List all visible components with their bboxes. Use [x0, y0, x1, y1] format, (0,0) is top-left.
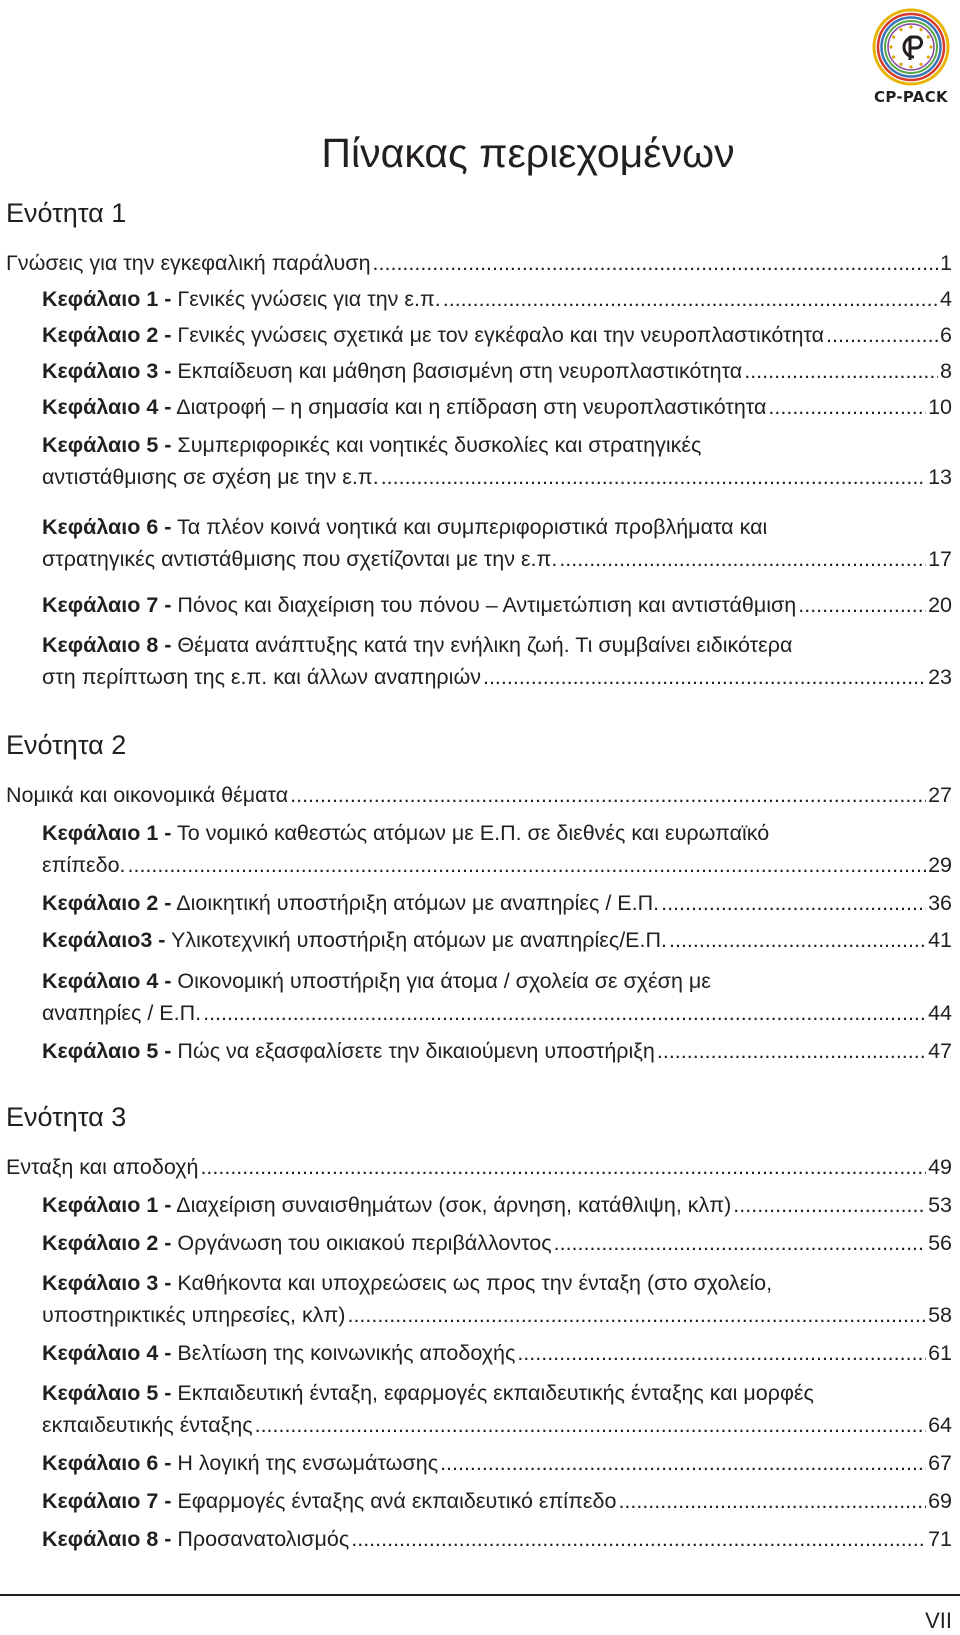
toc-entry-text: Γνώσεις για την εγκεφαλική παράλυση: [6, 251, 371, 275]
chapter-title-continuation: στρατηγικές αντιστάθμισης που σχετίζονται με την ε.π.: [42, 547, 558, 571]
toc-chapter-entry[interactable]: [42, 590, 952, 621]
dot-leader: [618, 1486, 926, 1517]
chapter-title: Η λογική της ενσωμάτωσης: [177, 1451, 439, 1475]
toc-chapter-entry-first-line[interactable]: [42, 512, 952, 543]
toc-page-number: 49: [928, 1155, 952, 1179]
dot-leader: [347, 1300, 926, 1331]
toc-entry-text: Νομικά και οικονομικά θέματα: [6, 783, 289, 807]
toc-chapter-entry-continuation[interactable]: [42, 544, 952, 575]
dot-leader: [381, 462, 926, 493]
chapter-label: Κεφάλαιο 1 -: [42, 1193, 172, 1217]
toc-chapter-entry-first-line[interactable]: [42, 1268, 952, 1299]
chapter-title: Συμπεριφορικές και νοητικές δυσκολίες και στρατηγικές: [177, 433, 702, 457]
dot-leader: [661, 888, 926, 919]
toc-chapter-entry-first-line[interactable]: [42, 966, 952, 997]
dot-leader: [440, 1448, 926, 1479]
toc-chapter-entry-continuation[interactable]: [42, 462, 952, 493]
toc-chapter-entry[interactable]: [42, 888, 952, 919]
chapter-title: Καθήκοντα και υποχρεώσεις ως προς την ένταξη (στο σχολείο,: [177, 1271, 773, 1295]
toc-entry[interactable]: [6, 780, 952, 811]
toc-chapter-entry-continuation[interactable]: [42, 662, 952, 693]
cp-pack-logo: [870, 6, 952, 106]
chapter-label: Κεφάλαιο 2 -: [42, 891, 172, 915]
dot-leader: [203, 998, 926, 1029]
chapter-label: Κεφάλαιο 2 -: [42, 1231, 172, 1255]
dot-leader: [669, 925, 926, 956]
toc-chapter-entry-first-line[interactable]: [42, 430, 952, 461]
chapter-label: Κεφάλαιο 7 -: [42, 593, 172, 617]
chapter-title-continuation: εκπαιδευτικής ένταξης: [42, 1413, 253, 1437]
dot-leader: [554, 1228, 926, 1259]
toc-page-number: 44: [928, 1001, 952, 1025]
toc-chapter-entry[interactable]: [42, 1524, 952, 1555]
dot-leader: [290, 780, 926, 811]
chapter-title: Οικονομική υποστήριξη για άτομα / σχολεία σε σχέση με: [177, 969, 711, 993]
chapter-title: Οργάνωση του οικιακού περιβάλλοντος: [177, 1231, 552, 1255]
toc-entry[interactable]: [6, 248, 952, 279]
chapter-label: Κεφάλαιο 5 -: [42, 1381, 172, 1405]
toc-page-number: 29: [928, 853, 952, 877]
toc-page-number: 71: [928, 1527, 952, 1551]
toc-chapter-entry[interactable]: [42, 1228, 952, 1259]
dot-leader: [768, 392, 926, 423]
chapter-title: Εκπαιδευτική ένταξη, εφαρμογές εκπαιδευτικής ένταξης και μορφές: [177, 1381, 814, 1405]
dot-leader: [744, 356, 938, 387]
toc-chapter-entry[interactable]: [42, 1486, 952, 1517]
toc-page-number: 47: [928, 1039, 952, 1063]
dot-leader: [798, 590, 926, 621]
toc-chapter-entry[interactable]: [42, 284, 952, 315]
toc-chapter-entry-continuation[interactable]: [42, 1410, 952, 1441]
dot-leader: [559, 544, 926, 575]
chapter-label: Κεφάλαιο 1 -: [42, 821, 172, 845]
chapter-title: Γενικές γνώσεις σχετικά με τον εγκέφαλο και την νευροπλαστικότητα: [177, 323, 825, 347]
toc-page-number: 8: [940, 359, 952, 383]
toc-page-number: 10: [928, 395, 952, 419]
chapter-title-continuation: στη περίπτωση της ε.π. και άλλων αναπηριών: [42, 665, 481, 689]
dot-leader: [826, 320, 938, 351]
toc-chapter-entry[interactable]: [42, 320, 952, 351]
chapter-label: Κεφάλαιο 1 -: [42, 287, 172, 311]
chapter-title-continuation: αναπηρίες / Ε.Π.: [42, 1001, 202, 1025]
dot-leader: [128, 850, 927, 881]
chapter-label: Κεφάλαιο 3 -: [42, 1271, 172, 1295]
toc-chapter-entry[interactable]: [42, 1036, 952, 1067]
chapter-label: Κεφάλαιο 5 -: [42, 433, 172, 457]
chapter-title-continuation: επίπεδο.: [42, 853, 126, 877]
toc-page-number: 4: [940, 287, 952, 311]
chapter-label: Κεφάλαιο 4 -: [42, 969, 172, 993]
page-title: [0, 130, 960, 177]
chapter-title: Προσανατολισμός: [177, 1527, 350, 1551]
chapter-title-continuation: υποστηρικτικές υπηρεσίες, κλπ): [42, 1303, 346, 1327]
chapter-label: Κεφάλαιο 2 -: [42, 323, 172, 347]
toc-page-number: 69: [928, 1489, 952, 1513]
chapter-title: Εφαρμογές ένταξης ανά εκπαιδευτικό επίπεδο: [177, 1489, 617, 1513]
toc-page-number: 56: [928, 1231, 952, 1255]
dot-leader: [657, 1036, 926, 1067]
dot-leader: [517, 1338, 926, 1369]
chapter-title-continuation: αντιστάθμισης σε σχέση με την ε.π.: [42, 465, 379, 489]
chapter-label: Κεφάλαιο 5 -: [42, 1039, 172, 1063]
chapter-label: Κεφάλαιο 8 -: [42, 1527, 172, 1551]
chapter-label: Κεφάλαιο 6 -: [42, 1451, 172, 1475]
chapter-title: Διατροφή – η σημασία και η επίδραση στη νευροπλαστικότητα: [176, 395, 767, 419]
dot-leader: [351, 1524, 926, 1555]
toc-chapter-entry-continuation[interactable]: [42, 850, 952, 881]
dot-leader: [373, 248, 938, 279]
section-heading-2: Ενότητα 2: [6, 730, 127, 760]
toc-page-number: 58: [928, 1303, 952, 1327]
section-heading-3: Ενότητα 3: [6, 1102, 127, 1132]
dot-leader: [200, 1152, 926, 1183]
toc-chapter-entry-first-line[interactable]: [42, 818, 952, 849]
chapter-title: Τα πλέον κοινά νοητικά και συμπεριφοριστικά προβλήματα και: [177, 515, 768, 539]
footer-divider: [0, 1594, 960, 1596]
toc-chapter-entry-first-line[interactable]: [42, 630, 952, 661]
chapter-title: Πόνος και διαχείριση του πόνου – Αντιμετώπιση και αντιστάθμιση: [177, 593, 797, 617]
toc-chapter-entry[interactable]: [42, 1190, 952, 1221]
toc-chapter-entry[interactable]: [42, 925, 952, 956]
toc-chapter-entry[interactable]: [42, 392, 952, 423]
toc-chapter-entry-first-line[interactable]: [42, 1378, 952, 1409]
page-title-text: Πίνακας περιεχομένων: [321, 130, 735, 176]
chapter-title: Υλικοτεχνική υποστήριξη ατόμων με αναπηρίες/Ε.Π.: [171, 928, 668, 952]
page-number: VII: [925, 1608, 952, 1633]
toc-page-number: 1: [940, 251, 952, 275]
chapter-title: Εκπαίδευση και μάθηση βασισμένη στη νευροπλαστικότητα: [177, 359, 743, 383]
chapter-label: Κεφάλαιο 6 -: [42, 515, 172, 539]
toc-page-number: 6: [940, 323, 952, 347]
chapter-title: Διοικητική υποστήριξη ατόμων με αναπηρίες / Ε.Π.: [176, 891, 660, 915]
toc-page-number: 67: [928, 1451, 952, 1475]
chapter-title: Γενικές γνώσεις για την ε.π.: [177, 287, 441, 311]
chapter-label: Κεφάλαιο 7 -: [42, 1489, 172, 1513]
chapter-title: Θέματα ανάπτυξης κατά την ενήλικη ζωή. Τι συμβαίνει ειδικότερα: [177, 633, 793, 657]
toc-chapter-entry-continuation[interactable]: [42, 998, 952, 1029]
toc-chapter-entry[interactable]: [42, 1338, 952, 1369]
toc-page-number: 27: [928, 783, 952, 807]
toc-page-number: 41: [928, 928, 952, 952]
chapter-label: Κεφάλαιο 8 -: [42, 633, 172, 657]
chapter-label: Κεφάλαιο3 -: [42, 928, 166, 952]
chapter-label: Κεφάλαιο 3 -: [42, 359, 172, 383]
toc-page-number: 36: [928, 891, 952, 915]
chapter-title: Το νομικό καθεστώς ατόμων με Ε.Π. σε διεθνές και ευρωπαϊκό: [177, 821, 770, 845]
toc-page-number: 64: [928, 1413, 952, 1437]
toc-chapter-entry[interactable]: [42, 356, 952, 387]
toc-chapter-entry-continuation[interactable]: [42, 1300, 952, 1331]
chapter-title: Βελτίωση της κοινωνικής αποδοχής: [177, 1341, 516, 1365]
cp-pack-logo-icon: [870, 6, 952, 88]
toc-page-number: 13: [928, 465, 952, 489]
section-heading-1: Ενότητα 1: [6, 198, 127, 228]
toc-entry[interactable]: [6, 1152, 952, 1183]
dot-leader: [443, 284, 938, 315]
dot-leader: [255, 1410, 926, 1441]
chapter-label: Κεφάλαιο 4 -: [42, 1341, 172, 1365]
chapter-title: Πώς να εξασφαλίσετε την δικαιούμενη υποστήριξη: [177, 1039, 655, 1063]
toc-page-number: 23: [928, 665, 952, 689]
chapter-title: Διαχείριση συναισθημάτων (σοκ, άρνηση, κατάθλιψη, κλπ): [176, 1193, 732, 1217]
toc-entry-text: Ενταξη και αποδοχή: [6, 1155, 199, 1179]
logo-text: CP-PACK: [874, 88, 948, 106]
toc-page-number: 61: [928, 1341, 952, 1365]
toc-page-number: 20: [928, 593, 952, 617]
toc-page-number: 53: [928, 1193, 952, 1217]
toc-page-number: 17: [928, 547, 952, 571]
dot-leader: [733, 1190, 926, 1221]
dot-leader: [483, 662, 926, 693]
toc-chapter-entry[interactable]: [42, 1448, 952, 1479]
chapter-label: Κεφάλαιο 4 -: [42, 395, 172, 419]
